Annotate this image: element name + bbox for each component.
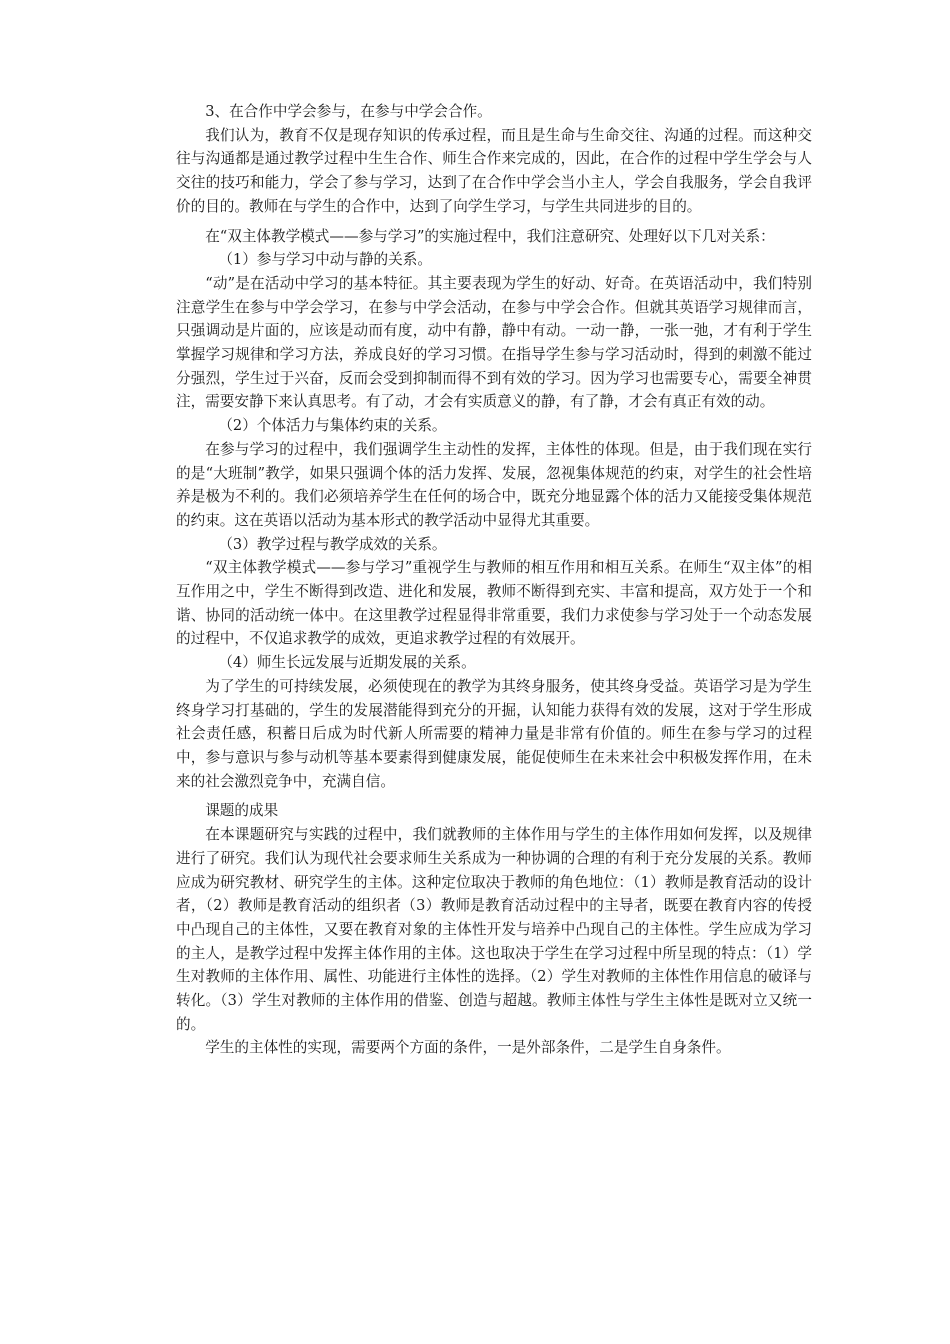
paragraph-cooperation: 我们认为，教育不仅是现存知识的传承过程，而且是生命与生命交往、沟通的过程。而这种交往与沟通都是通过教学过程中生生合作、师生合作来完成的，因此，在合作的过程中学生学会与人交往的技巧和能力，学会了参与学习，达到了在合作中学会当小主人，学会自我服务，学会自我评价的目的。教师在与学生的合作中，达到了向学生学习，与学生共同进步的目的。	[176, 126, 812, 215]
subheading-3: （3）教学过程与教学成效的关系。	[218, 535, 447, 553]
document-page	[176, 100, 812, 1060]
paragraph-individual-collective: 在参与学习的过程中，我们强调学生主动性的发挥，主体性的体现。但是，由于我们现在实行的是“大班制”教学，如果只强调个体的活力发挥、发展，忽视集体规范的约束，对学生的社会性培养是极为不利的。我们必须培养学生在任何的场合中，既充分地显露个体的活力又能接受集体规范的约束。这在英语以活动为基本形式的教学活动中显得尤其重要。	[176, 440, 812, 529]
paragraph-relations-intro: 在“双主体教学模式——参与学习”的实施过程中，我们注意研究、处理好以下几对关系：	[205, 227, 775, 245]
paragraph-long-term-development: 为了学生的可持续发展，必须使现在的教学为其终身服务，使其终身受益。英语学习是为学生终身学习打基础的，学生的发展潜能得到充分的开掘，认知能力获得有效的发展，这对于学生形成社会责任感，积蓄日后成为时代新人所需要的精神力量是非常有价值的。师生在参与学习的过程中，参与意识与参与动机等基本要素得到健康发展，能促使师生在未来社会中积极发挥作用，在未来的社会激烈竞争中，充满自信。	[176, 677, 812, 790]
section-heading-results: 课题的成果	[205, 802, 279, 820]
paragraph-motion-stillness: “动”是在活动中学习的基本特征。其主要表现为学生的好动、好奇。在英语活动中，我们特别注意学生在参与中学会学习，在参与中学会活动，在参与中学会合作。但就其英语学习规律而言，只强调动是片面的，应该是动而有度，动中有静，静中有动。一动一静，一张一弛，才有利于学生掌握学习规律和学习方法，养成良好的学习习惯。在指导学生参与学习活动时，得到的刺激不能过分强烈，学生过于兴奋，反而会受到抑制而得不到有效的学习。因为学习也需要专心，需要全神贯注，需要安静下来认真思考。有了动，才会有实质意义的静，有了静，才会有真正有效的动。	[176, 274, 812, 411]
subheading-4: （4）师生长远发展与近期发展的关系。	[218, 654, 476, 672]
paragraph-process-results: “双主体教学模式——参与学习”重视学生与教师的相互作用和相互关系。在师生“双主体”的相互作用之中，学生不断得到改造、进化和发展，教师不断得到充实、丰富和提高，双方处于一个和谐、协同的活动统一体中。在这里教学过程显得非常重要，我们力求使参与学习处于一个动态发展的过程中，不仅追求教学的成效，更追求教学过程的有效展开。	[176, 559, 812, 648]
paragraph-research-results: 在本课题研究与实践的过程中，我们就教师的主体作用与学生的主体作用如何发挥，以及规律进行了研究。我们认为现代社会要求师生关系成为一种协调的合理的有利于充分发展的关系。教师应成为研究教材、研究学生的主体。这种定位取决于教师的角色地位：（1）教师是教育活动的设计者，（2）教师是教育活动的组织者（3）教师是教育活动过程中的主导者，既要在教育内容的传授中凸现自己的主体性，又要在教育对象的主体性开发与培养中凸现自己的主体性。学生应成为学习的主人，是教学过程中发挥主体作用的主体。这也取决于学生在学习过程中所呈现的特点：（1）学生对教师的主体作用、属性、功能进行主体性的选择。（2）学生对教师的主体性作用信息的破译与转化。（3）学生对教师的主体作用的借鉴、创造与超越。教师主体性与学生主体性是既对立又统一的。	[176, 826, 812, 1033]
paragraph-student-subjectivity: 学生的主体性的实现，需要两个方面的条件，一是外部条件，二是学生自身条件。	[205, 1039, 731, 1057]
subheading-1: （1）参与学习中动与静的关系。	[218, 251, 432, 269]
section-heading-3: 3、在合作中学会参与，在参与中学会合作。	[205, 103, 492, 120]
subheading-2: （2）个体活力与集体约束的关系。	[218, 417, 447, 435]
